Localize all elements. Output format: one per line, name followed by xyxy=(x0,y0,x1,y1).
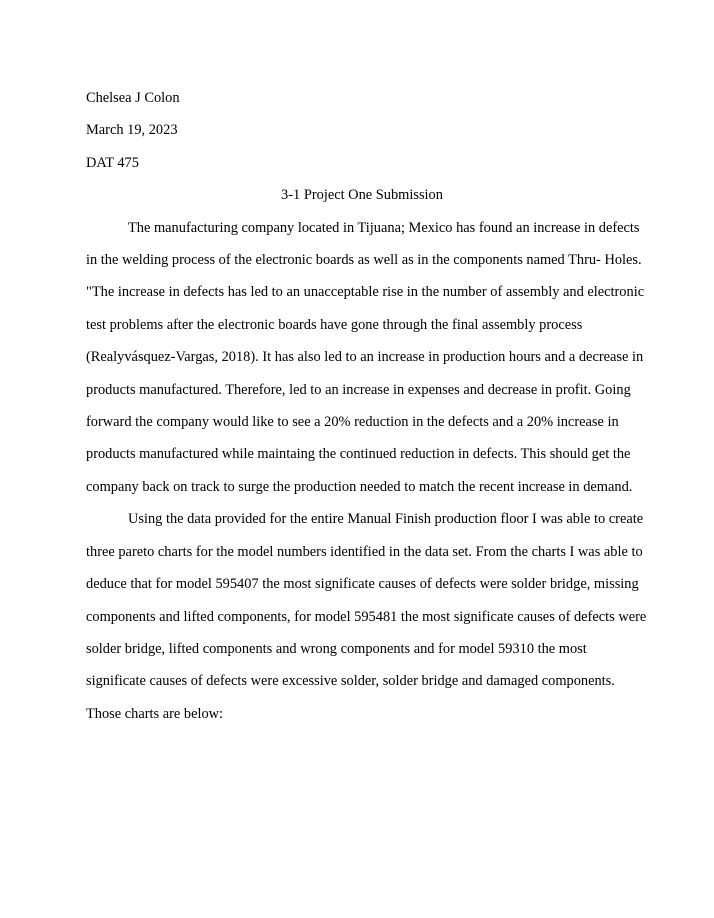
paragraph-line: deduce that for model 595407 the most significate causes of defects were solder bridge, missing xyxy=(86,576,639,593)
paragraph-line: Those charts are below: xyxy=(86,705,224,722)
paragraph-line: in the welding process of the electronic boards as well as in the components named Thru- Holes. xyxy=(86,252,642,269)
paragraph-line: components and lifted components, for model 595481 the most significate causes of defects were xyxy=(86,608,647,625)
paragraph-line: (Realyvásquez-Vargas, 2018). It has also led to an increase in production hours and a decrease in xyxy=(86,349,644,366)
paragraph-analysis xyxy=(86,503,647,730)
paragraph-line: test problems after the electronic boards have gone through the final assembly process xyxy=(86,316,583,333)
paragraph-line: Using the data provided for the entire Manual Finish production floor I was able to create xyxy=(128,511,644,528)
paragraph-line: products manufactured. Therefore, led to an increase in expenses and decrease in profit. Going xyxy=(86,381,631,398)
paragraph-line: "The increase in defects has led to an unacceptable rise in the number of assembly and electronic xyxy=(86,284,645,301)
paragraph-line: The manufacturing company located in Tijuana; Mexico has found an increase in defects xyxy=(128,219,640,236)
paragraph-line: company back on track to surge the production needed to match the recent increase in demand. xyxy=(86,478,633,495)
paragraph-line: forward the company would like to see a 20% reduction in the defects and a 20% increase in xyxy=(86,414,619,431)
author-name: Chelsea J Colon xyxy=(86,90,180,106)
paragraph-introduction xyxy=(86,212,645,504)
document-title: 3-1 Project One Submission xyxy=(281,187,443,204)
paragraph-line: three pareto charts for the model numbers identified in the data set. From the charts I was able to xyxy=(86,543,643,560)
submission-date: March 19, 2023 xyxy=(86,122,178,139)
paragraph-line: significate causes of defects were excessive solder, solder bridge and damaged components. xyxy=(86,673,615,690)
paragraph-line: products manufactured while maintaing the continued reduction in defects. This should get the xyxy=(86,446,631,463)
course-code: DAT 475 xyxy=(86,154,139,171)
document-body xyxy=(86,82,647,730)
paragraph-line: solder bridge, lifted components and wrong components and for model 59310 the most xyxy=(86,640,587,657)
